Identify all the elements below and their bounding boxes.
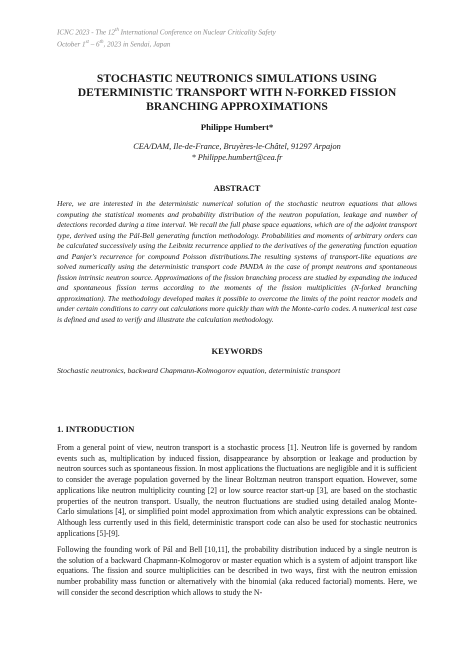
title-line-3: BRANCHING APPROXIMATIONS bbox=[146, 99, 328, 113]
keywords-text: Stochastic neutronics, backward Chapmann-Kolmogorov equation, deterministic transport bbox=[57, 366, 341, 375]
author-name: Philippe Humbert* bbox=[200, 122, 274, 132]
title-line-1: STOCHASTIC NEUTRONICS SIMULATIONS USING bbox=[96, 72, 378, 85]
affiliation bbox=[57, 141, 417, 163]
conference-line-1: ICNC 2023 - The 12th International Conference on Nuclear Criticality Safety bbox=[57, 28, 276, 37]
section-heading-introduction: 1. INTRODUCTION bbox=[57, 424, 135, 434]
paper-title bbox=[57, 72, 417, 114]
affiliation-address: CEA/DAM, Ile-de-France, Bruyères-le-Châtel, 91297 Arpajon bbox=[133, 142, 341, 151]
keywords-heading: KEYWORDS bbox=[211, 346, 263, 356]
abstract-text: Here, we are interested in the deterministic numerical solution of the stochastic neutron equations that allows computing the statistical moments and probability distribution of the neutron population, leakage and number of detections recorded during a time interval. We recall the full phase space equations, which are of the adjoint transport type, derived using the Pál-Bell generating function methodology. Probabilities and moments of arbitrary orders can be calculated successively using the Leibnitz recurrence applied to the derivatives of the generating function equation and Panjer's recurrence for compound Poisson distributions.The resulting systems of transport-like equations are solved numerically using the deterministic transport code PANDA in the case of prompt neutrons and spontaneous fission intrinsic neutron source. Approximations of the fission branching process are studied by expanding the induced and spontaneous fission terms according to the moments of the fission multiplicities (N-forked branching approximation). The methodology developed makes it possible to overcome the limits of the point reactor models and under certain conditions to carry out calculations more quickly than with the Monte-carlo codes. A numerical test case is defined and used to verify and illustrate the calculation methodology. bbox=[57, 199, 417, 325]
intro-paragraph-2: Following the founding work of Pál and Bell [10,11], the probability distribution induced by a single neutron is the solution of a backward Chapmann-Kolmogorov or master equation which is a system of adjoint transport like equations. The fission and source multiplicities can be described in two ways, first with the neutron emission number probability mass function or alternatively with the binomial (aka reduced factorial) moments. Here, we will consider the second description which allows to study the N- bbox=[57, 545, 417, 597]
title-line-2: DETERMINISTIC TRANSPORT WITH N-FORKED FISSION bbox=[77, 85, 397, 99]
conference-line-2: October 1st – 6th, 2023 in Sendai, Japan bbox=[57, 40, 171, 49]
intro-paragraph-1: From a general point of view, neutron transport is a stochastic process [1]. Neutron life is governed by random events such as, multiplication by induced fission, disappearance by absorption or leakage and production by neutron sources such as spontaneous fission. In most applications the fluctuations are negligible and it is sufficient to consider the average population governed by the linear Boltzman neutron transport equation. However, some applications like neutron multiplicity counting [2] or low source reactor start-up [3], are based on the stochastic properties of the neutron transport. Usually, the neutron fluctuations are studied using detailed analog Monte-Carlo simulations [4], or simplified point model approximation from which analytic expressions can be obtained. Although less currently used in this field, deterministic transport code can also be used for stochastic neutronics applications [5]-[9]. bbox=[57, 443, 417, 538]
conference-header bbox=[57, 26, 357, 50]
abstract-heading: ABSTRACT bbox=[213, 183, 261, 193]
author-email: * Philippe.humbert@cea.fr bbox=[191, 153, 283, 163]
